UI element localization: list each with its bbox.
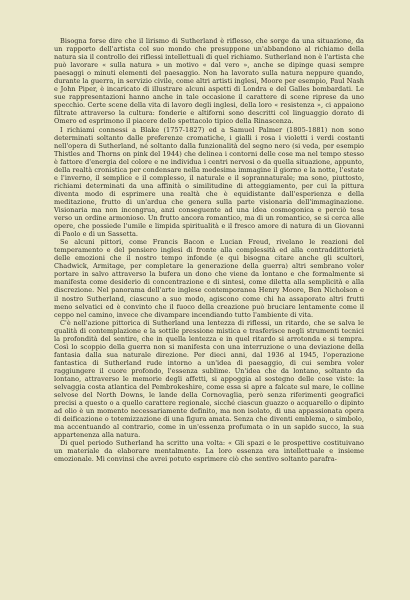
paragraph-5: Di quel periodo Sutherland ha scritto una volta: « Gli spazi e le prospettive costituivano un materiale da elaborare mentalmente. La loro essenza era intellettuale e insieme emozionale. Mi convinsi che avrei potuto esprimere ciò che sentivo soltanto parafra-	[54, 439, 364, 464]
text-column	[54, 37, 364, 463]
paragraph-3: Se alcuni pittori, come Francis Bacon e Lucian Freud, rivelano le reazioni del temperamento e del pensiero inglesi di fronte alla complessità ed alla contraddittorietà delle emozioni che il nostro tempo infonde (e qui bisogna citare anche gli scultori, Chadwick, Armitage, per completare la generazione della guerra) altri sembrano voler portare in salvo attraverso la bufera un dono che viene da lontano e che formalmente si manifesta come desiderio di concentrazione e di sintesi, come diletta alla semplicità e alla discrezione. Nel panorama dell'arte inglese contemporanea Henry Moore, Ben Nicholson e il nostro Sutherland, ciascuno a suo modo, agiscono come chi ha assaporato altri frutti meno selvatici ed è convinto che il fuoco della creazione può bruciare lentamente come il ceppo nel camino, invece che divampare incendiando tutto l'ambiente di vita.	[54, 238, 364, 319]
paragraph-4: C'è nell'azione pittorica di Sutherland una lentezza di riflessi, un ritardo, che se salva le qualità di contemplazione e la sottile pressione mistica e trasferisce negli strumenti tecnici la profondità del sentire, che in quella lentezza e in quel ritardo si arrotonda e si tempra. Così lo scoppio della guerra non si manifesta con una interruzione o una deviazione della fantasia dalla sua naturale direzione. Per dieci anni, dal 1936 al 1945, l'operazione fantastica di Sutherland rude intorno a un'idea di paesaggio, di cui sembra voler raggiungere il cuore profondo, l'essenza sublime. Un'idea che da lontano, soltanto da lontano, attraverso le memorie degli affetti, si appoggia al sostegno delle cose viste: la selvaggia costa atlantica del Pembrokeshire, come essa si apre a falcate sul mare, le colline selvose del North Downs, le lande della Cornovaglia, però senza riferimenti geografici precisi a questo o a quello carattere regionale, sicché ciascun guazzo o acquarello o dipinto ad olio è un momento necessariamente definito, ma non isolato, di una appassionata opera di deificazione o totemizzazione di una figura amata. Senza che diventi emblema, o simbolo, ma accentuando al contrario, come in un'essenza profumata o in un sapido succo, la sua appartenenza alla natura.	[54, 318, 364, 440]
paragraph-2: I richiami connessi a Blake (1757-1827) ed a Samuel Palmer (1805-1881) non sono determinati soltanto dalle preferenze cromatiche, i gialli i rosa i violetti i verdi costanti nell'opera di Sutherland, né soltanto dalla funzionalità del segno nero (si veda, per esempio Thistles and Thorns on pink del 1944) che delinea i contorni delle cose ma nel tempo stesso è fattore d'energia del colore e ne individua i centri nervosi o da quella situazione, appunto, della realtà cronistica per condensare nella medesima immagine il giorno e la notte, l'estate e l'inverno, il semplice e il complesso, il naturale e il soprannaturale; ma sono, piuttosto, richiami determinati da una affinità o similitudine di atteggiamento, per cui la pittura diventa modo di esprimere una realtà che è equidistante dall'esperienza e della meditazione, frutto di un'ardua che genera sulla parte visionaria dell'immaginazione. Visionaria ma non incongrua, anzi conseguente ad una idea cosmogonica e perciò tesa verso un ordine armonioso. Un frutto ancora romantico, ma di un romantico, se si cerca alle opere, che possiede l'umile e limpida spiritualità e il fresco amore di natura di un Giovanni di Paolo e di un Sassetta.	[54, 125, 364, 239]
paragraph-1: Bisogna forse dire che il lirismo di Sutherland è riflesso, che sorge da una situazione, da un rapporto dell'artista col suo mondo che presuppone un'abbandono al richiamo della natura sia il controllo dei riflessi intellettuali di quel richiamo. Sutherland non è l'artista che può lavorare « sulla natura » un motivo « dal vero », anche se dipinge quasi sempre paesaggi o minuti elementi del paesaggio. Non ha lavorato sulla natura neppure quando, durante la guerra, in servizio civile, come altri artisti inglesi, Moore per esempio, Paul Nash e John Piper, è incaricato di illustrare alcuni aspetti di Londra e del Galles bombardati. Le sue rappresentazioni hanno anche in tale occasione il carattere di scene riprese da uno specchio. Certe scene della vita di lavoro degli inglesi, della loro « resistenza », ci appaiono filtrate attraverso la cultura: fonderie e altiforni sono descritti col linguaggio dorato di Omero ed esprimono il piacere dello spettacolo tipico della Rinascenza.	[54, 37, 364, 126]
